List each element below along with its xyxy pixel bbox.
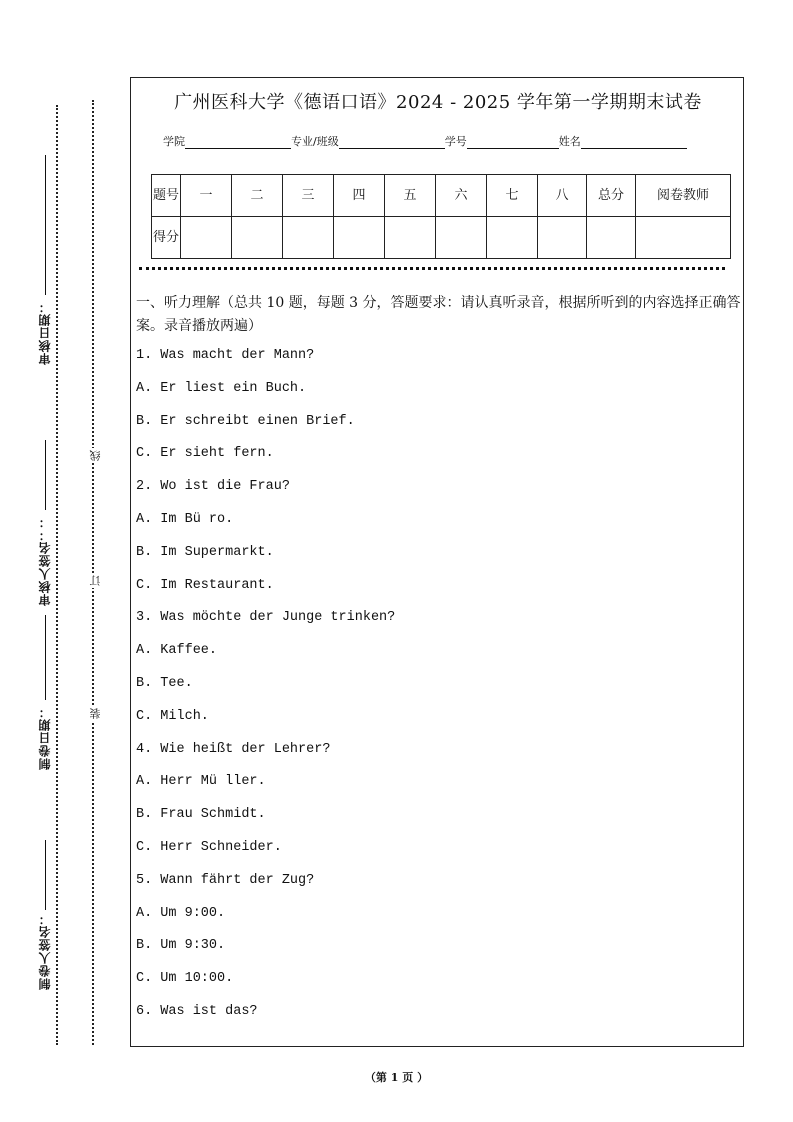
- score-total-cell[interactable]: [587, 217, 636, 259]
- col-7: 七: [487, 175, 538, 217]
- page-footer: （第 1 页 ）: [364, 1071, 429, 1084]
- score-cell[interactable]: [385, 217, 436, 259]
- answer-option[interactable]: A. Herr Mü ller.: [136, 774, 266, 790]
- answer-option[interactable]: C. Um 10:00.: [136, 971, 234, 987]
- name-label: 姓名: [558, 135, 581, 148]
- answer-option[interactable]: A. Um 9:00.: [136, 905, 226, 921]
- dotted-separator: [139, 267, 725, 270]
- binding-word-line: 线: [89, 450, 102, 461]
- score-cell[interactable]: [283, 217, 334, 259]
- score-table: [151, 174, 731, 259]
- answer-option[interactable]: B. Frau Schmidt.: [136, 807, 266, 823]
- answer-option[interactable]: B. Tee.: [136, 676, 193, 691]
- question-text: 4. Wie heißt der Lehrer?: [136, 741, 331, 757]
- col-5: 五: [385, 175, 436, 217]
- question-text: 3. Was möchte der Junge trinken?: [136, 610, 396, 626]
- question-number-header: 题号: [152, 175, 181, 217]
- major-label: 专业/班级: [291, 135, 339, 148]
- col-grader: 阅卷教师: [636, 175, 731, 217]
- exam-frame: [130, 77, 744, 1047]
- answer-option[interactable]: A. Er liest ein Buch.: [136, 380, 307, 396]
- exam-title: 广州医科大学《德语口语》2024 - 2025 学年第一学期期末试卷: [174, 92, 702, 113]
- col-3: 三: [283, 175, 334, 217]
- compiler-signature-line: [45, 840, 46, 910]
- review-date-line: [45, 155, 46, 295]
- col-total: 总分: [587, 175, 636, 217]
- col-1: 一: [181, 175, 232, 217]
- answer-option[interactable]: A. Kaffee.: [136, 643, 218, 659]
- answer-option[interactable]: C. Er sieht fern.: [136, 446, 274, 462]
- major-blank[interactable]: [339, 136, 445, 149]
- score-cell[interactable]: [538, 217, 587, 259]
- answer-option[interactable]: C. Im Restaurant.: [136, 577, 274, 593]
- margin-dots-outer: [56, 105, 58, 1045]
- score-table-header-row: [152, 175, 731, 217]
- reviewer-signature-line: [45, 440, 46, 510]
- review-date-label: 审核日期：: [38, 300, 52, 365]
- answer-option[interactable]: A. Im Bü ro.: [136, 512, 234, 527]
- answer-option[interactable]: C. Herr Schneider.: [136, 840, 282, 855]
- score-cell[interactable]: [181, 217, 232, 259]
- school-label: 学院: [163, 135, 185, 148]
- col-8: 八: [538, 175, 587, 217]
- compiler-signature-label: 制卷人签名：: [38, 912, 52, 990]
- binding-word-bind: 装: [89, 708, 102, 719]
- score-cell[interactable]: [334, 217, 385, 259]
- score-cell[interactable]: [436, 217, 487, 259]
- score-cell[interactable]: [487, 217, 538, 259]
- compile-date-label: 制卷日期：: [38, 705, 52, 770]
- score-header: 得分: [152, 217, 181, 259]
- question-text: 5. Wann fährt der Zug?: [136, 872, 315, 888]
- reviewer-signature-label: 审核人签名：：: [38, 515, 52, 606]
- school-blank[interactable]: [185, 136, 291, 149]
- grader-cell[interactable]: [636, 217, 731, 259]
- section-title: 一、听力理解（总共 10 题，每题 3 分，答题要求：请认真听录音，根据所听到的内容选择正确答案。录音播放两遍）: [136, 295, 741, 334]
- score-cell[interactable]: [232, 217, 283, 259]
- answer-option[interactable]: C. Milch.: [136, 708, 209, 724]
- name-blank[interactable]: [581, 136, 687, 149]
- binding-word-staple: 订: [89, 575, 102, 586]
- question-text: 6. Was ist das?: [136, 1004, 258, 1019]
- score-table-score-row: [152, 217, 731, 259]
- col-6: 六: [436, 175, 487, 217]
- question-text: 2. Wo ist die Frau?: [136, 479, 290, 495]
- question-text: 1. Was macht der Mann?: [136, 348, 315, 363]
- student-id-label: 学号: [444, 135, 467, 148]
- answer-option[interactable]: B. Um 9:30.: [136, 938, 226, 954]
- student-id-blank[interactable]: [467, 136, 559, 149]
- col-2: 二: [232, 175, 283, 217]
- compile-date-line: [45, 615, 46, 700]
- answer-option[interactable]: B. Im Supermarkt.: [136, 544, 274, 560]
- student-info-row: [163, 133, 687, 149]
- answer-option[interactable]: B. Er schreibt einen Brief.: [136, 413, 355, 429]
- col-4: 四: [334, 175, 385, 217]
